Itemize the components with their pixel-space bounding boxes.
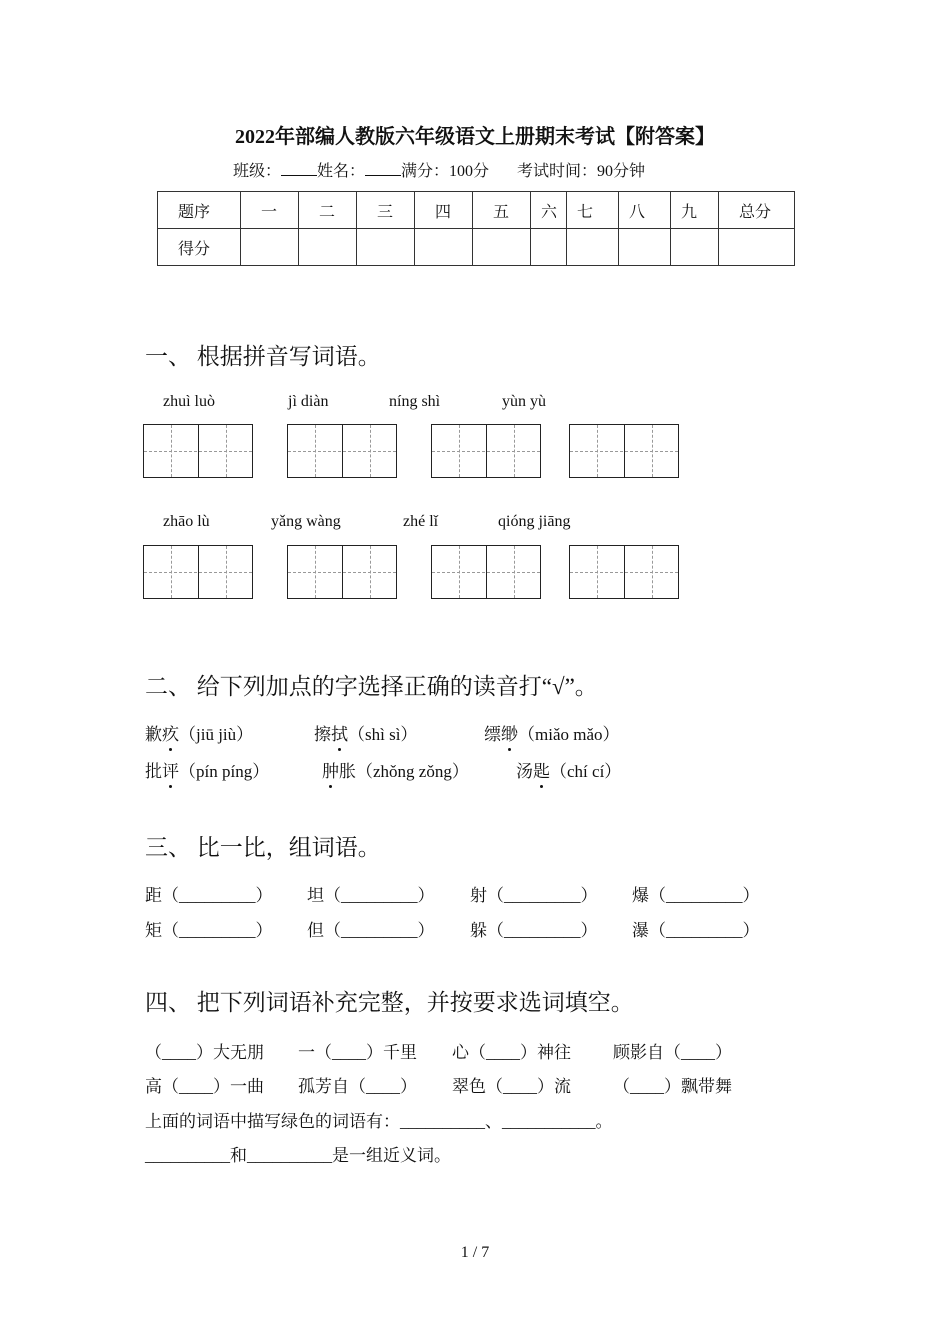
reading-item[interactable] bbox=[145, 757, 269, 782]
char: 缥 bbox=[484, 725, 501, 744]
dotted-char: 匙 bbox=[533, 757, 550, 782]
dotted-char: 评 bbox=[162, 757, 179, 782]
score-cell: 八 bbox=[619, 192, 671, 229]
char: 胀 bbox=[339, 762, 356, 781]
writing-box[interactable] bbox=[569, 545, 679, 599]
idiom-blank[interactable]: 心（____）神往 bbox=[452, 1043, 571, 1062]
idiom-blank[interactable]: （____）大无朋 bbox=[145, 1043, 264, 1062]
score-cell: 一 bbox=[241, 192, 299, 229]
reading-item[interactable] bbox=[516, 757, 621, 782]
char: 歉 bbox=[145, 725, 162, 744]
pinyin-label: yǎng wàng bbox=[271, 513, 341, 530]
idiom-blank[interactable]: 顾影自（____） bbox=[613, 1043, 732, 1062]
pinyin-options: （pín píng） bbox=[179, 762, 270, 781]
score-cell: 六 bbox=[531, 192, 567, 229]
idiom-blank[interactable]: 翠色（____）流 bbox=[452, 1077, 571, 1096]
writing-box[interactable] bbox=[143, 545, 253, 599]
char: 汤 bbox=[516, 762, 533, 781]
full-score: 满分：100分 bbox=[401, 163, 490, 180]
idiom-blank[interactable]: 一（____）千里 bbox=[298, 1043, 417, 1062]
pinyin-options: （chí cí） bbox=[550, 762, 622, 781]
name-label: 姓名： bbox=[317, 163, 366, 180]
pinyin-options: （zhǒng zǒng） bbox=[356, 762, 469, 781]
pinyin-options: （miǎo mǎo） bbox=[518, 725, 620, 744]
writing-box[interactable] bbox=[143, 424, 253, 478]
reading-item[interactable] bbox=[484, 720, 620, 745]
word-blank[interactable]: 但（_________） bbox=[307, 921, 435, 940]
pinyin-label: níng shì bbox=[389, 393, 441, 410]
score-cell: 五 bbox=[473, 192, 531, 229]
score-input-cell[interactable] bbox=[567, 229, 619, 266]
char: 擦 bbox=[314, 725, 331, 744]
writing-box[interactable] bbox=[287, 545, 397, 599]
page-number: 1 / 7 bbox=[460, 1244, 490, 1261]
pinyin-label: yùn yù bbox=[502, 393, 546, 410]
score-cell: 得分 bbox=[158, 229, 241, 266]
idiom-blank[interactable]: （____）飘带舞 bbox=[613, 1077, 732, 1096]
score-table bbox=[157, 191, 795, 266]
dotted-char: 拭 bbox=[331, 720, 348, 745]
writing-box[interactable] bbox=[431, 545, 541, 599]
section4-heading: 四、 把下列词语补充完整，并按要求选词填空。 bbox=[145, 990, 634, 1015]
fill-sentence[interactable]: __________和__________是一组近义词。 bbox=[145, 1146, 451, 1165]
score-cell: 七 bbox=[567, 192, 619, 229]
reading-item[interactable] bbox=[314, 720, 417, 745]
exam-info bbox=[233, 158, 645, 181]
word-blank[interactable]: 射（_________） bbox=[470, 886, 598, 905]
word-blank[interactable]: 矩（_________） bbox=[145, 921, 273, 940]
score-input-cell[interactable] bbox=[671, 229, 719, 266]
reading-item[interactable] bbox=[322, 757, 469, 782]
score-table-header-row bbox=[158, 192, 795, 229]
score-input-cell[interactable] bbox=[619, 229, 671, 266]
writing-box[interactable] bbox=[569, 424, 679, 478]
name-blank[interactable] bbox=[365, 161, 401, 176]
word-blank[interactable]: 瀑（_________） bbox=[632, 921, 760, 940]
pinyin-options: （shì sì） bbox=[348, 725, 418, 744]
score-cell: 总分 bbox=[719, 192, 795, 229]
class-blank[interactable] bbox=[281, 161, 317, 176]
section1-heading: 一、 根据拼音写词语。 bbox=[145, 344, 381, 369]
pinyin-label: zhāo lù bbox=[163, 513, 210, 530]
score-input-cell[interactable] bbox=[241, 229, 299, 266]
score-table-score-row bbox=[158, 229, 795, 266]
char: 批 bbox=[145, 762, 162, 781]
writing-box[interactable] bbox=[287, 424, 397, 478]
word-blank[interactable]: 躲（_________） bbox=[470, 921, 598, 940]
word-blank[interactable]: 距（_________） bbox=[145, 886, 273, 905]
section3-heading: 三、 比一比，组词语。 bbox=[145, 835, 381, 860]
idiom-blank[interactable]: 孤芳自（____） bbox=[298, 1077, 417, 1096]
pinyin-label: jì diàn bbox=[288, 393, 329, 410]
reading-item[interactable] bbox=[145, 720, 253, 745]
page-title: 2022年部编人教版六年级语文上册期末考试【附答案】 bbox=[235, 126, 715, 148]
score-input-cell[interactable] bbox=[531, 229, 567, 266]
dotted-char: 肿 bbox=[322, 757, 339, 782]
score-cell: 四 bbox=[415, 192, 473, 229]
score-input-cell[interactable] bbox=[299, 229, 357, 266]
score-input-cell[interactable] bbox=[357, 229, 415, 266]
fill-sentence[interactable]: 上面的词语中描写绿色的词语有：__________、___________。 bbox=[145, 1112, 613, 1131]
score-input-cell[interactable] bbox=[415, 229, 473, 266]
pinyin-label: zhuì luò bbox=[163, 393, 215, 410]
score-input-cell[interactable] bbox=[473, 229, 531, 266]
dotted-char: 缈 bbox=[501, 720, 518, 745]
word-blank[interactable]: 坦（_________） bbox=[307, 886, 435, 905]
word-blank[interactable]: 爆（_________） bbox=[632, 886, 760, 905]
score-input-cell[interactable] bbox=[719, 229, 795, 266]
idiom-blank[interactable]: 高（____）一曲 bbox=[145, 1077, 264, 1096]
score-cell: 九 bbox=[671, 192, 719, 229]
score-cell: 二 bbox=[299, 192, 357, 229]
section2-heading: 二、 给下列加点的字选择正确的读音打“√”。 bbox=[145, 674, 598, 699]
writing-box[interactable] bbox=[431, 424, 541, 478]
dotted-char: 疚 bbox=[162, 720, 179, 745]
score-cell: 三 bbox=[357, 192, 415, 229]
exam-time: 考试时间：90分钟 bbox=[517, 163, 646, 180]
pinyin-label: qióng jiāng bbox=[498, 513, 571, 530]
pinyin-label: zhé lǐ bbox=[403, 513, 439, 530]
class-label: 班级： bbox=[233, 163, 282, 180]
score-cell: 题序 bbox=[158, 192, 241, 229]
pinyin-options: （jiū jiù） bbox=[179, 725, 254, 744]
